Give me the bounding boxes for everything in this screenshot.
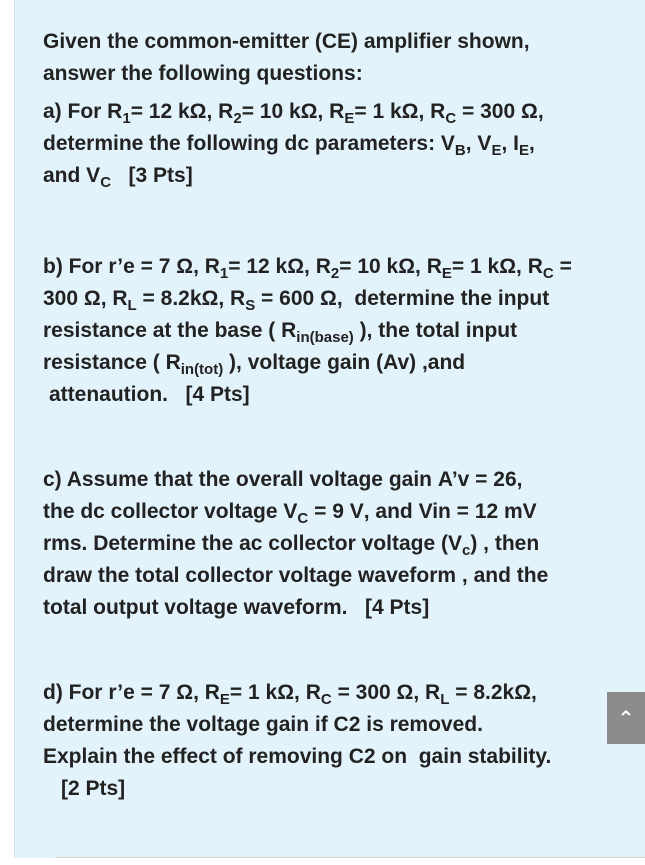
part-c-line-2: the dc collector voltage $V_C = 9$ V, and Vin = 12 mV [43,500,537,527]
part-d-line-1: d) For r’e = 7 Ω, $R_E= 1$ kΩ, $R_C = 300$ Ω, $R_L = 8.2k\Omega$, [43,681,537,708]
part-a-line-2: determine the following dc parameters: $V_B$, $V_E$, $I_E$, [43,132,535,159]
part-c-line-3: rms. Determine the ac collector voltage $(V_c)$ , then [43,532,540,559]
intro-line-2: answer the following questions: [43,62,363,85]
part-b-line-1: b) For r’e = 7 Ω, $R_1= 12$ kΩ, $R_2= 10$ kΩ, $R_E= 1$ kΩ, $R_C$ = [43,255,572,282]
part-a [43,96,603,192]
scroll-up-button[interactable] [607,692,645,744]
part-d-line-4: [2 Pts] [61,777,126,800]
part-b-line-4: resistance ( $R_{in(tot)}$ ), voltage gain (Av) ,and [43,351,466,378]
part-c [43,464,603,624]
part-d-line-3: Explain the effect of removing C2 on gain stability. [43,745,552,768]
part-a-line-3: and $V_C$ [3 Pts] [43,164,193,191]
part-c-line-5: total output voltage waveform. [4 Pts] [43,596,430,619]
part-b-line-3: resistance at the base ( $R_{in(base)}$ ), the total input [43,319,518,346]
question-content [43,26,603,805]
chevron-up-icon: ⌃ [617,707,635,730]
part-b-line-5: attenaution. [4 Pts] [49,383,250,406]
part-b [43,251,603,411]
intro-line-1: Given the common-emitter (CE) amplifier shown, [43,30,530,53]
part-d-line-2: determine the voltage gain if C2 is removed. [43,713,483,736]
part-b-line-2: 300 Ω, $R_L = 8.2k\Omega$, $R_S = 600$ Ω, determine the input [43,287,550,314]
part-c-line-1: c) Assume that the overall voltage gain A’v = 26, [43,468,523,491]
part-c-line-4: draw the total collector voltage waveform , and the [43,564,549,587]
part-a-line-1: a) For $R_1= 12$ kΩ, $R_2= 10$ kΩ, $R_E= 1$ kΩ, $R_C = 300$ Ω, [43,100,544,127]
intro [43,26,603,90]
part-d [43,677,603,805]
